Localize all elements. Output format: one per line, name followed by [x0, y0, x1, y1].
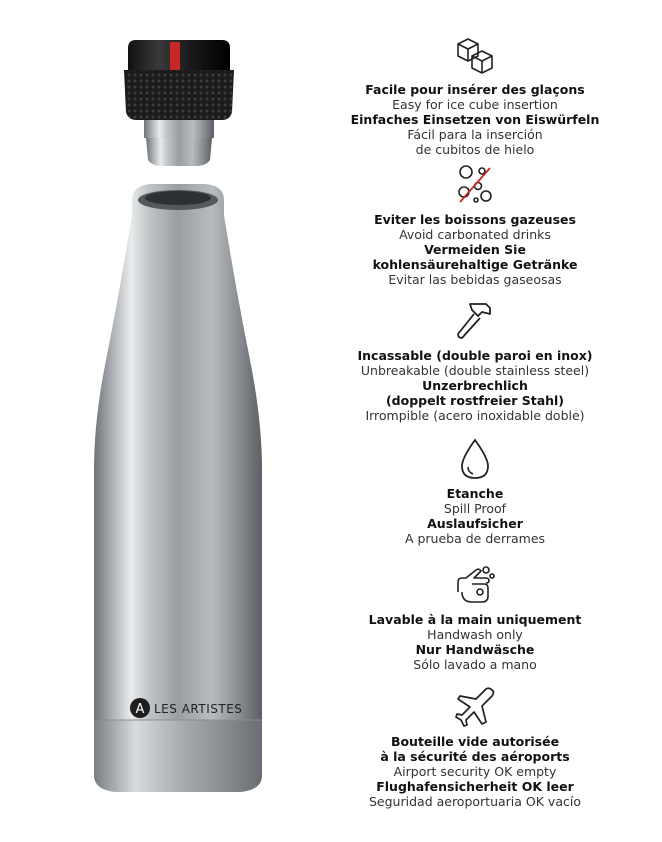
feature-line: (doppelt rostfreier Stahl)	[385, 393, 565, 408]
feature-line: Auslaufsicher	[427, 516, 523, 531]
feature-line: Easy for ice cube insertion	[392, 97, 558, 112]
feature-line: de cubitos de hielo	[415, 142, 535, 157]
feature-line: Nur Handwäsche	[415, 642, 535, 657]
feature-line: Fácil para la inserción	[407, 127, 543, 142]
hammer-icon	[452, 298, 498, 344]
feature-line: kohlensäurehaltige Getränke	[372, 257, 578, 272]
bottle-image	[0, 0, 330, 838]
feature-line: Bouteille vide autorisée	[390, 734, 560, 749]
feature-line: Eviter les boissons gazeuses	[374, 212, 576, 227]
feature-line: Airport security OK empty	[393, 764, 557, 779]
bottle-body	[94, 184, 262, 792]
feature-line: Handwash only	[427, 627, 523, 642]
feature-line: Einfaches Einsetzen von Eiswürfeln	[350, 112, 600, 127]
feature-line: Etanche	[446, 486, 504, 501]
feature-line: Flughafensicherheit OK leer	[376, 779, 574, 794]
feature-line: Avoid carbonated drinks	[399, 227, 551, 242]
feature-handwash	[330, 562, 620, 672]
feature-ice-cubes	[330, 32, 620, 157]
water-drop-icon	[452, 436, 498, 482]
bottle-cap	[124, 40, 234, 166]
airplane-icon	[452, 684, 498, 730]
brand-logo-letter: A	[135, 702, 145, 717]
feature-airport-security	[330, 684, 620, 809]
feature-unbreakable	[330, 298, 620, 423]
ice-cubes-icon	[452, 32, 498, 78]
feature-spill-proof	[330, 436, 620, 546]
feature-line: Incassable (double paroi en inox)	[357, 348, 593, 363]
feature-line: Spill Proof	[443, 501, 507, 516]
feature-line: Evitar las bebidas gaseosas	[388, 272, 562, 287]
feature-line: Facile pour insérer des glaçons	[365, 82, 585, 97]
feature-line: Sólo lavado a mano	[413, 657, 537, 672]
handwash-icon	[452, 562, 498, 608]
feature-line: Irrompible (acero inoxidable doble)	[365, 408, 585, 423]
feature-line: Seguridad aeroportuaria OK vacío	[369, 794, 581, 809]
feature-line: Unbreakable (double stainless steel)	[360, 363, 590, 378]
feature-line: à la sécurité des aéroports	[380, 749, 570, 764]
bottle-illustration	[0, 0, 330, 838]
brand-name: LES ARTISTES	[154, 702, 243, 716]
feature-no-carbonated	[330, 162, 620, 287]
feature-line: Vermeiden Sie	[424, 242, 526, 257]
feature-line: A prueba de derrames	[404, 531, 546, 546]
feature-line: Unzerbrechlich	[422, 378, 528, 393]
feature-line: Lavable à la main uniquement	[368, 612, 582, 627]
no-carbonated-drinks-icon	[452, 162, 498, 208]
